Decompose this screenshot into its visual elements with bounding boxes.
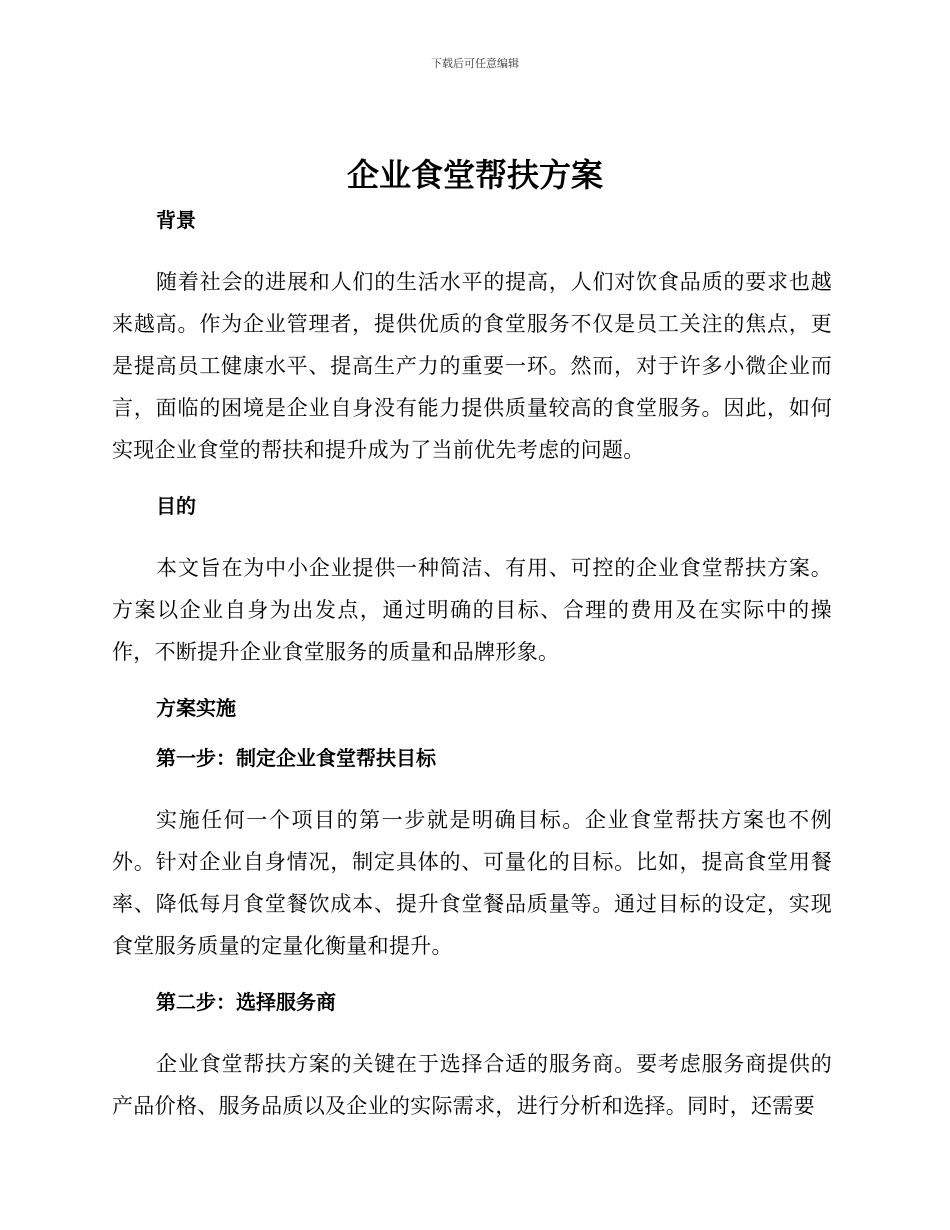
paragraph-step2: 企业食堂帮扶方案的关键在于选择合适的服务商。要考虑服务商提供的产品价格、服务品质以及企业的实际需求，进行分析和选择。同时，还需要 (112, 1052, 832, 1118)
document-title: 企业食堂帮扶方案 (346, 156, 603, 194)
paragraph-purpose: 本文旨在为中小企业提供一种简洁、有用、可控的企业食堂帮扶方案。方案以企业自身为出发点，通过明确的目标、合理的费用及在实际中的操作，不断提升企业食堂服务的质量和品牌形象。 (112, 556, 832, 664)
header-note: 下载后可任意编辑 (431, 57, 519, 70)
document-body (112, 205, 832, 1127)
section-heading-implementation: 方案实施 (156, 696, 236, 720)
section-heading-step2: 第二步：选择服务商 (156, 990, 336, 1014)
paragraph-background: 随着社会的进展和人们的生活水平的提高，人们对饮食品质的要求也越来越高。作为企业管理者，提供优质的食堂服务不仅是员工关注的焦点，更是提高员工健康水平、提高生产力的重要一环。然而，对于许多小微企业而言，面临的困境是企业自身没有能力提供质量较高的食堂服务。因此，如何实现企业食堂的帮扶和提升成为了当前优先考虑的问题。 (112, 270, 832, 462)
section-heading-step1: 第一步：制定企业食堂帮扶目标 (156, 746, 436, 770)
paragraph-step1: 实施任何一个项目的第一步就是明确目标。企业食堂帮扶方案也不例外。针对企业自身情况，制定具体的、可量化的目标。比如，提高食堂用餐率、降低每月食堂餐饮成本、提升食堂餐品质量等。通过目标的设定，实现食堂服务质量的定量化衡量和提升。 (112, 808, 832, 958)
section-heading-purpose: 目的 (156, 494, 196, 518)
section-heading-background: 背景 (156, 208, 196, 232)
